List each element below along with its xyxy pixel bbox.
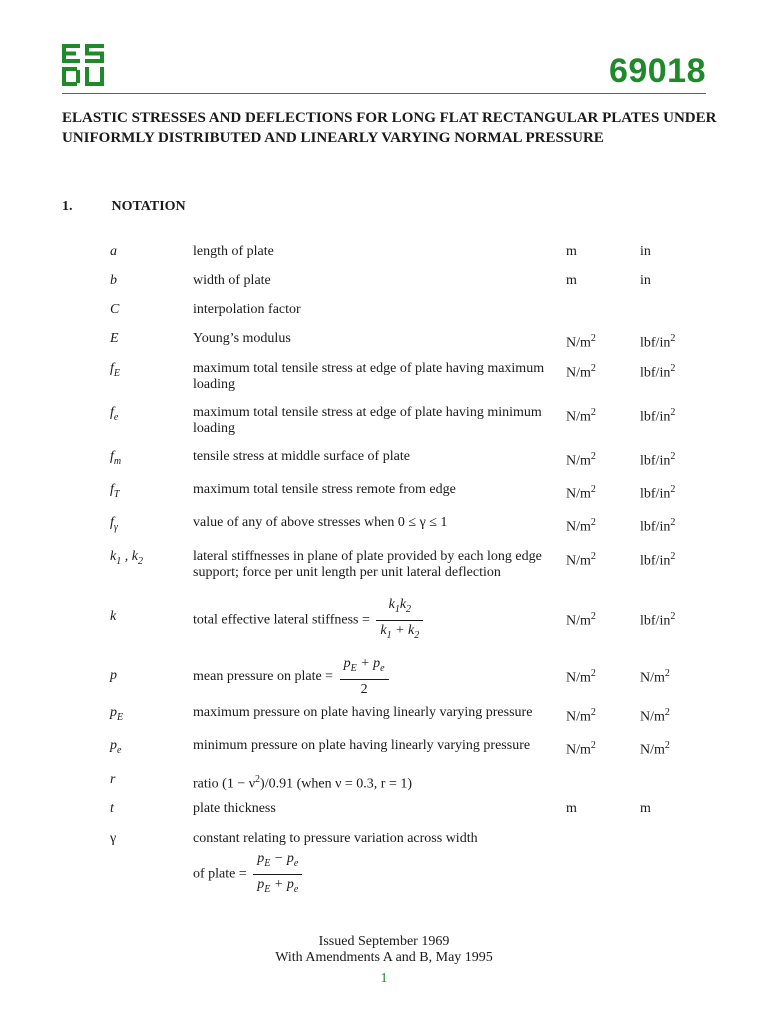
symbol: p bbox=[110, 668, 117, 683]
symbol: b bbox=[110, 273, 117, 288]
document-title: ELASTIC STRESSES AND DEFLECTIONS FOR LONG FLAT RECTANGULAR PLATES UNDER UNIFORMLY DISTRIBUTED AND LINEARLY VARYING NORMAL PRESSURE bbox=[62, 110, 717, 146]
symbol: γ bbox=[110, 831, 117, 846]
symbol: a bbox=[110, 244, 117, 259]
imperial-unit: lbf/$in^2$ bbox=[640, 517, 676, 535]
description: maximum total tensile stress remote from edge bbox=[193, 482, 456, 497]
fraction bbox=[253, 851, 302, 898]
description: minimum pressure on plate having linearly varying pressure bbox=[193, 738, 531, 753]
si-unit: $N/m^2$ bbox=[566, 517, 596, 535]
fraction-denominator: $k_1 + k_2$ bbox=[380, 622, 420, 641]
symbol: r bbox=[110, 772, 116, 787]
section-number: 1. bbox=[62, 199, 73, 214]
imperial-unit: in bbox=[640, 273, 651, 288]
imperial-unit: $N/m^2$ bbox=[640, 740, 670, 758]
si-unit: $N/m^2$ bbox=[566, 668, 596, 686]
symbol: k bbox=[110, 609, 117, 624]
fraction bbox=[376, 597, 423, 644]
description: lateral stiffnesses in plane of plate provided by each long edge support; force per unit length per unit lateral deflection bbox=[193, 549, 542, 580]
si-unit: $N/m^2$ bbox=[566, 707, 596, 725]
description-text: of plate = bbox=[193, 866, 247, 882]
si-unit: $N/m^2$ bbox=[566, 740, 596, 758]
symbol: $f_m$ bbox=[110, 449, 122, 467]
fraction-denominator: $p_E + p_e$ bbox=[257, 876, 299, 895]
symbol: $f_\gamma$ bbox=[110, 515, 118, 533]
si-unit: $N/m^2$ bbox=[566, 333, 596, 351]
si-unit: m bbox=[566, 273, 577, 288]
esdu-logo bbox=[62, 44, 104, 86]
document-number: 69018 bbox=[608, 52, 706, 90]
imperial-unit: lbf/$in^2$ bbox=[640, 611, 676, 629]
fraction-numerator: $p_E - p_e$ bbox=[253, 851, 302, 875]
fraction-numerator: $p_E + p_e$ bbox=[340, 656, 389, 680]
description: constant relating to pressure variation across width bbox=[193, 831, 478, 846]
si-unit: $N/m^2$ bbox=[566, 551, 596, 569]
description: value of any of above stresses when 0 ≤ γ ≤ 1 bbox=[193, 515, 448, 530]
imperial-unit: lbf/$in^2$ bbox=[640, 551, 676, 569]
imperial-unit: lbf/$in^2$ bbox=[640, 451, 676, 469]
description-text: total effective lateral stiffness = bbox=[193, 612, 370, 628]
imperial-unit: $N/m^2$ bbox=[640, 707, 670, 725]
imperial-unit: $N/m^2$ bbox=[640, 668, 670, 686]
description: ratio $(1 - \nu^2)/0.91$ (when ν = 0.3, r = 1) bbox=[193, 774, 413, 792]
symbol: $p_e$ bbox=[110, 738, 122, 756]
amendments: With Amendments A and B, May 1995 bbox=[275, 950, 493, 965]
si-unit: $N/m^2$ bbox=[566, 611, 596, 629]
symbol: $f_e$ bbox=[110, 405, 119, 423]
si-unit: $N/m^2$ bbox=[566, 484, 596, 502]
symbol: t bbox=[110, 801, 114, 816]
description bbox=[193, 597, 553, 644]
si-unit: m bbox=[566, 801, 577, 816]
symbol: E bbox=[110, 331, 119, 346]
description: width of plate bbox=[193, 273, 271, 288]
imperial-unit: lbf/$in^2$ bbox=[640, 363, 676, 381]
page-number: 1 bbox=[380, 971, 388, 986]
description-text: mean pressure on plate = bbox=[193, 669, 334, 685]
issued-date: Issued September 1969 bbox=[318, 934, 450, 949]
description: interpolation factor bbox=[193, 302, 301, 317]
description: maximum total tensile stress at edge of plate having maximum loading bbox=[193, 361, 545, 392]
section-heading bbox=[62, 199, 186, 215]
imperial-unit: lbf/$in^2$ bbox=[640, 333, 676, 351]
imperial-unit: m bbox=[640, 801, 651, 816]
fraction bbox=[340, 656, 389, 698]
symbol: $f_E$ bbox=[110, 361, 120, 379]
si-unit: $N/m^2$ bbox=[566, 363, 596, 381]
fraction-numerator: $k_1k_2$ bbox=[376, 597, 423, 621]
description bbox=[193, 656, 553, 698]
description: plate thickness bbox=[193, 801, 276, 816]
imperial-unit: in bbox=[640, 244, 651, 259]
description bbox=[193, 851, 553, 898]
si-unit: $N/m^2$ bbox=[566, 451, 596, 469]
si-unit: m bbox=[566, 244, 577, 259]
si-unit: $N/m^2$ bbox=[566, 407, 596, 425]
header-rule bbox=[62, 93, 706, 94]
description: maximum pressure on plate having linearly varying pressure bbox=[193, 705, 533, 720]
imperial-unit: lbf/$in^2$ bbox=[640, 407, 676, 425]
symbol: $p_E$ bbox=[110, 705, 124, 723]
description: length of plate bbox=[193, 244, 274, 259]
imperial-unit: lbf/$in^2$ bbox=[640, 484, 676, 502]
symbol: $k_1$ , $k_2$ bbox=[110, 549, 143, 567]
symbol: C bbox=[110, 302, 120, 317]
section-title: NOTATION bbox=[111, 199, 186, 214]
description: maximum total tensile stress at edge of plate having minimum loading bbox=[193, 405, 542, 436]
symbol: $f_T$ bbox=[110, 482, 120, 500]
fraction-denominator: 2 bbox=[360, 681, 368, 697]
description: tensile stress at middle surface of plate bbox=[193, 449, 410, 464]
description: Young’s modulus bbox=[193, 331, 291, 346]
